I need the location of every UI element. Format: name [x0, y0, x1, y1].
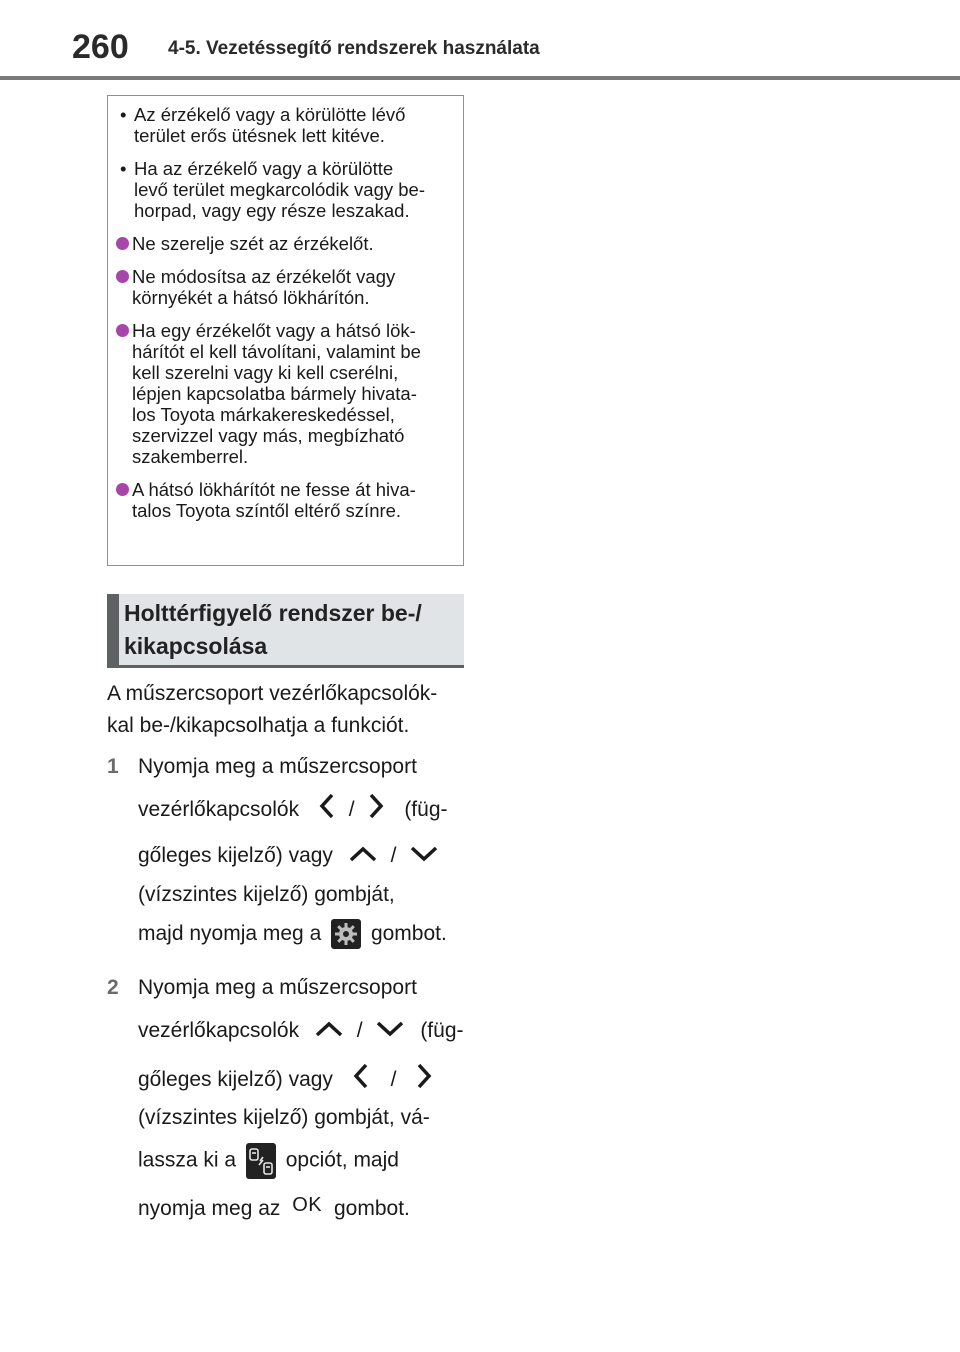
bullet-dot-icon — [116, 270, 129, 283]
step-line — [138, 1063, 432, 1098]
step-text: opciót, majd — [285, 1148, 399, 1172]
heading-title — [124, 597, 454, 663]
step-text: gombot. — [370, 922, 447, 945]
caution-box — [107, 95, 464, 566]
step-text: (füg- — [420, 1019, 464, 1042]
section-title: 4-5. Vezetéssegítő rendszerek használata — [168, 38, 540, 59]
section-heading — [107, 594, 464, 668]
ok-button-label: OK — [292, 1194, 323, 1216]
step-text: gőleges kijelző) vagy — [138, 1068, 333, 1092]
bullet-dot-icon — [116, 324, 129, 337]
heading-line: kikapcsolása — [124, 633, 268, 659]
caution-item — [120, 266, 447, 308]
caution-line: talos Toyota színtől eltérő színre. — [132, 500, 402, 521]
step-line — [138, 1016, 464, 1046]
step-separator: / — [390, 844, 397, 867]
step-text: lassza ki a — [138, 1148, 237, 1172]
intro-paragraph — [107, 678, 477, 742]
step-line — [138, 841, 438, 871]
bullet-dot-icon — [116, 237, 129, 250]
caution-line: Ne szerelje szét az érzékelőt. — [132, 233, 374, 254]
heading-line: Holttérfigyelő rendszer be-/ — [124, 600, 422, 626]
caution-item — [120, 104, 447, 146]
step-line: (vízszintes kijelző) gombját, vá- — [138, 1106, 430, 1129]
caution-line: kell szerelni vagy ki kell cserélni, — [132, 362, 399, 383]
step-line — [138, 1194, 410, 1224]
step-number: 2 — [107, 976, 119, 999]
chevron-left-icon — [319, 793, 335, 828]
caution-line: levő terület megkarcolódik vagy be- — [134, 179, 426, 200]
caution-line: horpad, vagy egy része leszakad. — [134, 200, 410, 221]
chevron-right-icon — [416, 1063, 432, 1098]
step-line: Nyomja meg a műszercsoport — [138, 755, 417, 778]
chevron-down-icon — [410, 841, 438, 871]
caution-item — [120, 320, 447, 467]
step-text: nyomja meg az — [138, 1197, 281, 1220]
caution-item — [120, 479, 447, 521]
bullet-marker: • — [120, 104, 127, 125]
step-line — [138, 1143, 399, 1179]
caution-line: környékét a hátsó lökhárítón. — [132, 287, 370, 308]
caution-line: hárítót el kell távolítani, valamint be — [132, 341, 421, 362]
step-separator: / — [348, 798, 355, 822]
chevron-left-icon — [353, 1063, 369, 1098]
bullet-dot-icon — [116, 483, 129, 496]
header-divider — [0, 76, 960, 80]
caution-line: A hátsó lökhárítót ne fesse át hiva- — [132, 479, 416, 500]
blind-spot-monitor-icon — [246, 1143, 276, 1179]
caution-line: Ha az érzékelő vagy a körülötte — [134, 158, 394, 179]
step-line — [138, 919, 447, 949]
step-text: vezérlőkapcsolók — [138, 798, 300, 822]
step-text: majd nyomja meg a — [138, 922, 322, 945]
caution-line: lépjen kapcsolatba bármely hivata- — [132, 383, 417, 404]
step-separator: / — [390, 1068, 397, 1092]
caution-line: terület erős ütésnek lett kitéve. — [134, 125, 385, 146]
page-number: 260 — [72, 28, 129, 66]
caution-line: Ne módosítsa az érzékelőt vagy — [132, 266, 396, 287]
caution-item — [120, 233, 447, 254]
step-line — [138, 793, 448, 828]
caution-line: szervizzel vagy más, megbízható — [132, 425, 405, 446]
step-number: 1 — [107, 755, 119, 778]
caution-line: szakemberrel. — [132, 446, 249, 467]
step-line: (vízszintes kijelző) gombját, — [138, 883, 395, 906]
gear-icon — [331, 919, 361, 949]
intro-line: kal be-/kikapcsolhatja a funkciót. — [107, 714, 410, 737]
step-separator: / — [356, 1019, 363, 1042]
step-text: (füg- — [404, 798, 448, 822]
bullet-marker: • — [120, 158, 127, 179]
caution-line: Az érzékelő vagy a körülötte lévő — [134, 104, 406, 125]
step-text: gőleges kijelző) vagy — [138, 844, 333, 867]
chevron-down-icon — [376, 1016, 404, 1046]
caution-item — [120, 158, 447, 221]
chevron-up-icon — [315, 1016, 343, 1046]
chevron-right-icon — [368, 793, 384, 828]
caution-line: los Toyota márkakereskedéssel, — [132, 404, 395, 425]
step-text: vezérlőkapcsolók — [138, 1019, 300, 1042]
step-text: gombot. — [334, 1197, 410, 1220]
page-header — [0, 0, 960, 80]
step-line: Nyomja meg a műszercsoport — [138, 976, 417, 999]
caution-line: Ha egy érzékelőt vagy a hátsó lök- — [132, 320, 416, 341]
chevron-up-icon — [349, 841, 377, 871]
heading-accent-bar — [107, 594, 119, 665]
intro-line: A műszercsoport vezérlőkapcsolók- — [107, 682, 438, 705]
